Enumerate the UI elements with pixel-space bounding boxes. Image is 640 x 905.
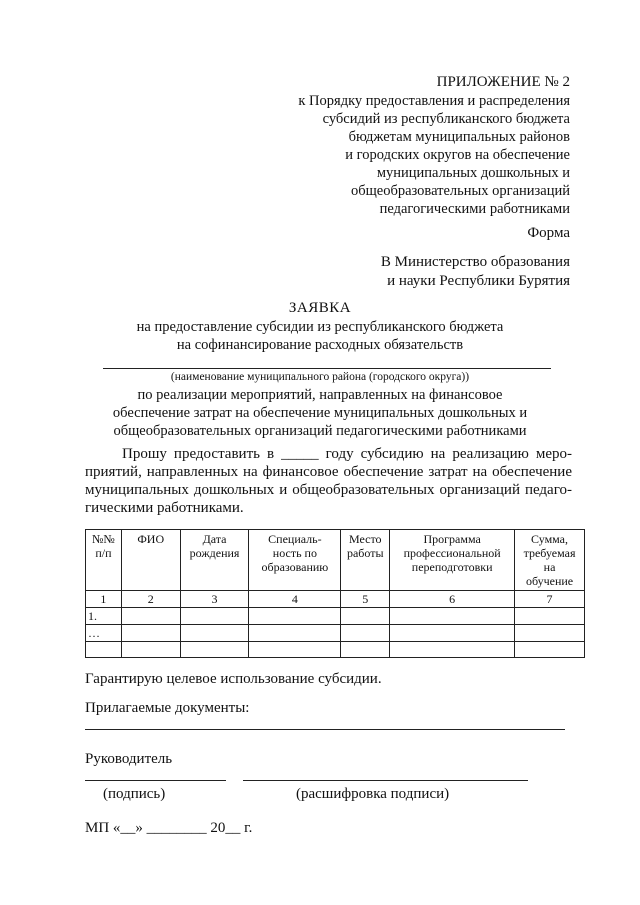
table-cell: [341, 625, 390, 642]
table-row: [86, 608, 585, 625]
table-cell: [341, 642, 390, 658]
addressee-block: [381, 253, 570, 291]
table-cell: [249, 625, 341, 642]
table-cell: [121, 642, 180, 658]
column-number: 1: [86, 591, 122, 608]
appendix-line: общеобразовательных организаций: [351, 183, 570, 199]
municipality-name-line: [103, 368, 551, 369]
table-column-numbers-row: [86, 591, 585, 608]
head-label: Руководитель: [85, 751, 173, 767]
appendix-line: педагогическими работниками: [379, 201, 570, 217]
table-cell: [390, 608, 515, 625]
appendix-line: муниципальных дошкольных и: [376, 165, 570, 181]
table-cell: [515, 608, 585, 625]
column-number: 5: [341, 591, 390, 608]
guarantee-statement: Гарантирую целевое использование субсидии.: [85, 671, 382, 687]
column-number: 2: [121, 591, 180, 608]
addressee-line: В Министерство образования: [380, 254, 570, 270]
header-amount: Сумма, требуемая на обучение: [515, 530, 585, 591]
purpose-line: обеспечение затрат на обеспечение муниципальных дошкольных и: [112, 405, 528, 421]
table-cell: [180, 642, 249, 658]
column-number: 7: [515, 591, 585, 608]
header-fio: ФИО: [121, 530, 180, 591]
subtitle-line: на софинансирование расходных обязательств: [176, 337, 464, 353]
employees-table: [85, 529, 585, 658]
form-label: Форма: [527, 225, 570, 241]
table-cell: [121, 625, 180, 642]
subtitle-line: на предоставление субсидии из республиканского бюджета: [136, 319, 504, 335]
appendix-line: субсидий из республиканского бюджета: [322, 111, 570, 127]
purpose-line: по реализации мероприятий, направленных на финансовое: [137, 387, 503, 403]
table-cell: [390, 642, 515, 658]
table-row: [86, 625, 585, 642]
appendix-line: и городских округов на обеспечение: [345, 147, 570, 163]
table-cell: [180, 625, 249, 642]
table-cell: 1.: [86, 608, 122, 625]
table-cell: [249, 642, 341, 658]
addressee-line: и науки Республики Бурятия: [387, 273, 570, 289]
table-cell: [86, 642, 122, 658]
request-line: приятий, направленных на финансовое обеспечение затрат на обеспечение: [85, 464, 572, 480]
purpose-line: общеобразовательных организаций педагогическими работниками: [113, 423, 527, 439]
signature-line: [85, 780, 226, 781]
table-cell: [249, 608, 341, 625]
request-paragraph: [85, 445, 572, 517]
attached-documents-line: [85, 729, 565, 730]
document-title: ЗАЯВКА: [288, 300, 352, 316]
decoding-caption: (расшифровка подписи): [296, 786, 450, 802]
table-cell: [390, 625, 515, 642]
stamp-date-line: МП «__» ________ 20__ г.: [85, 820, 253, 836]
request-line: гическими работниками.: [85, 500, 244, 516]
attached-documents-label: Прилагаемые документы:: [85, 700, 250, 716]
table-cell: [121, 608, 180, 625]
column-number: 6: [390, 591, 515, 608]
request-line: муниципальных дошкольных и общеобразовательных организаций педаго-: [85, 482, 572, 498]
municipality-name-caption: (наименование муниципального района (городского округа)): [170, 371, 470, 383]
document-subtitle: [0, 318, 640, 354]
table-header-row: [86, 530, 585, 591]
column-number: 3: [180, 591, 249, 608]
purpose-block: [0, 386, 640, 440]
appendix-line: к Порядку предоставления и распределения: [298, 93, 570, 109]
request-line: Прошу предоставить в _____ году субсидию на реализацию меро-: [122, 446, 572, 462]
header-program: Программа профессиональной переподготовки: [390, 530, 515, 591]
signature-caption: (подпись): [103, 786, 166, 802]
appendix-block: [298, 73, 570, 218]
appendix-heading: ПРИЛОЖЕНИЕ № 2: [436, 74, 570, 90]
header-birth-date: Дата рождения: [180, 530, 249, 591]
table-cell: [515, 642, 585, 658]
appendix-line: бюджетам муниципальных районов: [348, 129, 570, 145]
header-specialty: Специаль- ность по образованию: [249, 530, 341, 591]
column-number: 4: [249, 591, 341, 608]
table-cell: [515, 625, 585, 642]
decoding-line: [243, 780, 528, 781]
table-cell: [180, 608, 249, 625]
header-workplace: Место работы: [341, 530, 390, 591]
table-cell: …: [86, 625, 122, 642]
table-row: [86, 642, 585, 658]
header-number: №№ п/п: [86, 530, 122, 591]
table-cell: [341, 608, 390, 625]
